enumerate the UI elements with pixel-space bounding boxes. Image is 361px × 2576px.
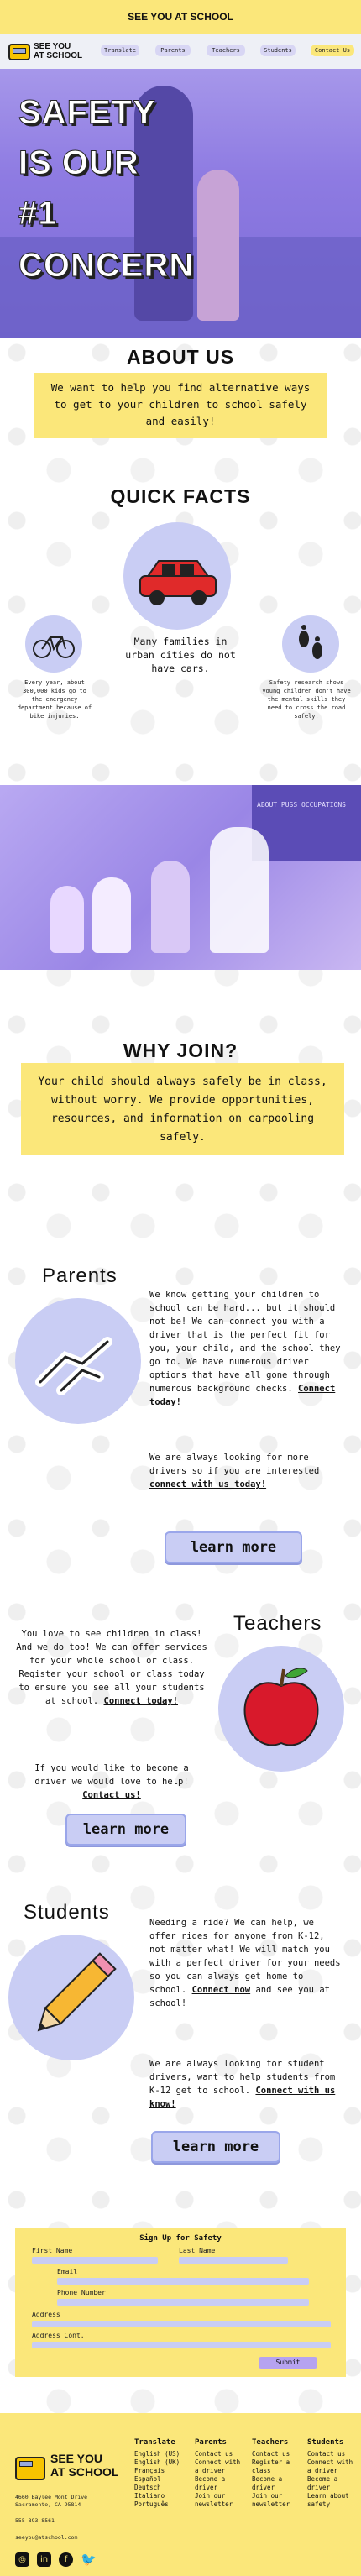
parents-paragraph-1 [149,1288,344,1409]
teachers-contact-link[interactable]: Contact us! [82,1790,141,1800]
footer-parents-connect[interactable]: Connect with a driver [195,2458,241,2474]
footer-link-english-uk[interactable]: English (UK) [134,2458,180,2466]
parents-connect-us-link[interactable]: connect with us today! [149,1479,267,1490]
parents-circle [15,1298,141,1424]
child-figure-3 [151,861,190,953]
students-p1-text: Needing a ride? We can help, we offer rides for anyone from K-12, not matter what! We will match you with a perfect driver for your needs so you can always get home to school. [149,1918,341,1995]
car-icon [123,522,231,630]
teachers-paragraph-1 [15,1627,208,1708]
footer-students-become-driver[interactable]: Become a driver [307,2475,338,2491]
parents-learn-more-button[interactable]: learn more [165,1531,302,1563]
nav-logo-text[interactable] [34,42,82,60]
child-figure-1 [50,886,84,953]
footer-translate-list [134,2450,185,2509]
logo-line2: AT SCHOOL [34,51,83,60]
footer-logo-line1: SEE YOU [50,2452,102,2465]
hero-line-1: SAFETY [18,94,156,131]
nav-translate[interactable]: Translate [101,45,139,56]
hero-child-figure [197,170,239,321]
teachers-learn-more-button[interactable]: learn more [65,1814,186,1846]
footer-parents-become-driver[interactable]: Become a driver [195,2475,226,2491]
address-cont-input[interactable] [32,2342,331,2348]
chalkboard-text: ABOUT PUSS OCCUPATIONS [257,801,346,809]
nav-contact-us[interactable]: Contact Us [311,45,354,56]
teachers-connect-link[interactable]: Connect today! [103,1696,179,1706]
hero-line-4: CONCERN [18,247,195,284]
students-p2-text: We are always looking for student drivers, want to help students from K-12 get to school. [149,2059,336,2096]
parents-title: Parents [42,1264,118,1287]
nav-parents[interactable]: Parents [155,45,191,56]
hero-line-2: IS OUR [18,144,139,181]
teachers-paragraph-2 [25,1762,198,1802]
submit-button[interactable]: Submit [259,2357,317,2369]
signup-form [15,2228,346,2377]
footer [0,2413,361,2576]
hero-section [0,69,361,338]
footer-translate-heading: Translate [134,2438,175,2447]
footprints-icon [282,615,339,673]
quick-facts-title: QUICK FACTS [110,485,251,507]
why-join-title: WHY JOIN? [123,1039,238,1061]
nav-students[interactable]: Students [260,45,296,56]
first-name-label: First Name [32,2247,73,2254]
footer-teachers-register[interactable]: Register a class [252,2458,290,2474]
email-label: Email [57,2268,78,2275]
footer-students-contact[interactable]: Contact us [307,2450,346,2458]
footer-email: seeyou@atschool.com [15,2534,78,2541]
students-connect-now-link[interactable]: Connect now [191,1985,251,1995]
classroom-photo [0,785,361,970]
students-learn-more-button[interactable]: learn more [151,2131,280,2163]
footer-link-deutsch[interactable]: Deutsch [134,2484,161,2491]
footer-teachers-list [252,2450,299,2509]
address-input[interactable] [32,2321,331,2327]
parents-connect-link[interactable]: Connect today! [149,1384,336,1407]
linkedin-icon[interactable]: in [37,2552,51,2567]
footer-teachers-become-driver[interactable]: Become a driver [252,2475,283,2491]
facebook-icon[interactable]: f [59,2552,73,2567]
form-title: Sign Up for Safety [139,2234,222,2243]
teacher-figure [210,827,269,953]
teachers-title: Teachers [233,1612,322,1635]
top-banner [0,0,361,34]
students-connect-link[interactable]: Connect with us know! [149,2086,336,2109]
bike-circle [25,615,82,673]
about-title: ABOUT US [126,346,235,368]
footer-teachers-heading: Teachers [252,2438,289,2447]
school-bus-logo-icon[interactable] [8,44,30,60]
phone-label: Phone Number [57,2289,106,2296]
parents-paragraph-2 [149,1451,344,1491]
students-paragraph-2 [149,2057,344,2111]
first-name-input[interactable] [32,2257,158,2264]
footer-teachers-contact[interactable]: Contact us [252,2450,290,2458]
teachers-p2-text: If you would like to become a driver we would love to help! [34,1763,189,1787]
hero-line-3: #1 [18,195,58,232]
apple-icon [218,1646,344,1772]
about-text: We want to help you find alternative ways to get to your children to school safely and easily! [50,381,311,427]
footer-link-espanol[interactable]: Español [134,2475,161,2483]
parents-p2-text: We are always looking for more drivers so if you are interested [149,1453,320,1476]
footer-parents-list [195,2450,243,2509]
teachers-circle [218,1646,344,1772]
footer-parents-contact[interactable]: Contact us [195,2450,233,2458]
twitter-icon[interactable]: 🐦 [81,2552,97,2567]
footer-logo-text[interactable] [50,2452,118,2479]
walk-circle [282,615,339,673]
last-name-label: Last Name [179,2247,216,2254]
footer-logo-line2: AT SCHOOL [50,2465,119,2479]
walk-fact-text: Safety research shows young children don't have the mental skills they need to cross the road safely. [262,679,351,720]
footer-parents-heading: Parents [195,2438,227,2447]
footer-teachers-newsletter[interactable]: Join our newsletter [252,2492,290,2508]
footer-link-portugues[interactable]: Português [134,2500,169,2508]
footer-students-list [307,2450,356,2509]
footer-bus-logo-icon[interactable] [15,2457,45,2480]
phone-input[interactable] [57,2299,309,2306]
about-box [34,373,327,438]
footer-students-safety[interactable]: Learn about safety [307,2492,349,2508]
address-cont-label: Address Cont. [32,2332,85,2339]
navbar [0,34,361,69]
car-fact-text: Many families in urban cities do not have cars. [125,636,236,674]
nav-teachers[interactable]: Teachers [207,45,245,56]
email-input[interactable] [57,2278,309,2285]
address-label: Address [32,2311,60,2318]
pencil-icon [8,1935,134,2060]
bike-icon [25,615,82,673]
footer-link-italiano[interactable]: Italiano [134,2492,165,2500]
holding-hands-icon [15,1298,141,1424]
footer-phone: 555-893-8561 [15,2517,55,2524]
students-circle [8,1935,134,2060]
why-join-box [21,1063,344,1155]
footer-students-heading: Students [307,2438,344,2447]
footer-parents-newsletter[interactable]: Join our newsletter [195,2492,233,2508]
students-title: Students [24,1901,110,1924]
students-paragraph-1 [149,1916,344,2010]
footer-students-connect[interactable]: Connect with a driver [307,2458,353,2474]
instagram-icon[interactable]: ◎ [15,2552,29,2567]
footer-link-english-us[interactable]: English (US) [134,2450,180,2458]
last-name-input[interactable] [179,2257,288,2264]
footer-link-francais[interactable]: Français [134,2467,165,2474]
logo-line1: SEE YOU [34,42,71,51]
car-circle [123,522,231,630]
students-p1-tail: and see you at school! [149,1985,330,2008]
footer-address: 4660 Baylee Mont Drive Sacramento, CA 95814 [15,2494,88,2508]
child-figure-2 [92,877,131,953]
teachers-p1-text: You love to see children in class! And we do too! We can offer services for your whole school or class. Register your school or class today to ensure you see all your students at school. [16,1629,207,1706]
parents-p1-text: We know getting your children to school can be hard... but it should not be! We can connect you with a driver that is the perfect fit for you, your child, and the school they go to. We have numerous driver options that have all gone through numerous background checks. [149,1290,341,1394]
why-join-text: Your child should always safely be in class, without worry. We provide opportunities, resources, and information on carpooling safely. [38,1076,327,1144]
bike-fact-text: Every year, about 300,000 kids go to the emergency department because of bike injuries. [17,679,92,720]
brand-banner-text: SEE YOU AT SCHOOL [128,11,233,23]
